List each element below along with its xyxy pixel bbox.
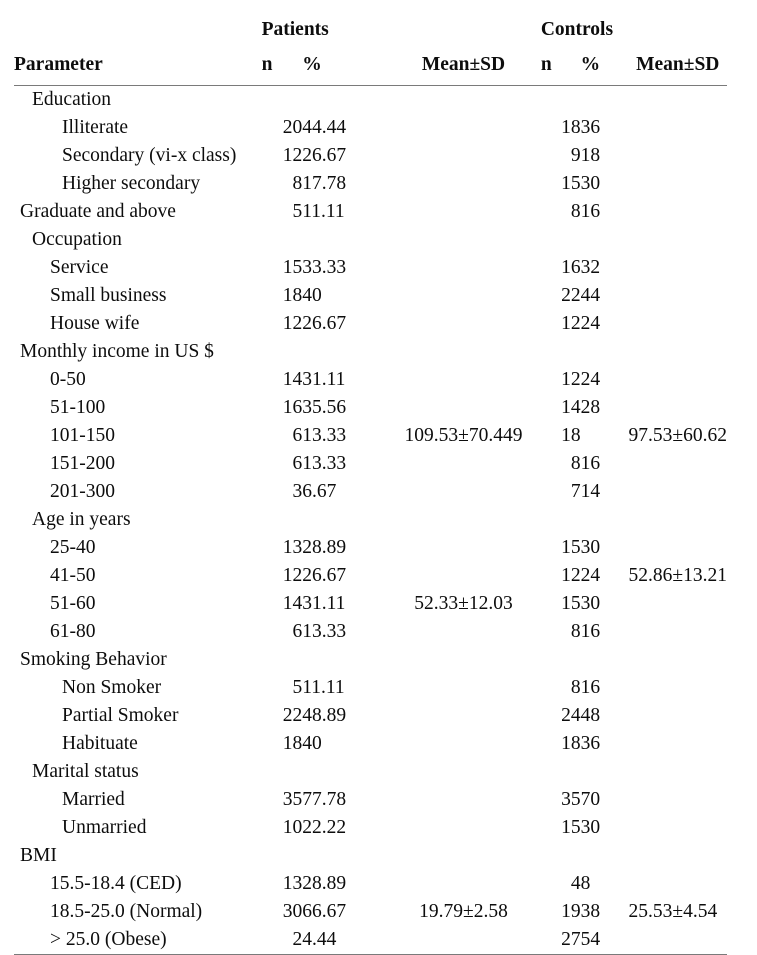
controls-pct-cell: 14 — [580, 481, 601, 503]
controls-n-cell: 15 — [561, 537, 581, 559]
patients-n-cell: 12 — [282, 565, 303, 587]
table-row — [14, 282, 727, 310]
patients-pct-cell: 26.67 — [302, 565, 347, 587]
row-label: Partial Smoker — [62, 705, 179, 727]
section-title-age-in-years: Age in years — [32, 509, 131, 531]
patients-n-cell: 6 — [292, 453, 303, 475]
patients-n-cell: 3 — [292, 481, 303, 503]
patients-n-cell: 13 — [282, 537, 303, 559]
patients-mean-cell — [386, 142, 541, 170]
patients-pct-cell: 31.11 — [302, 593, 346, 615]
controls-pct-cell: 32 — [580, 257, 601, 279]
section-title-occupation: Occupation — [32, 229, 122, 251]
patients-n-cell: 15 — [282, 257, 303, 279]
empty-cell — [629, 226, 728, 254]
empty-cell — [262, 86, 303, 115]
controls-pct-cell: 54 — [581, 926, 629, 955]
column-header-controls-n: n — [541, 48, 581, 86]
controls-pct-cell: 28 — [580, 397, 601, 419]
patients-mean-cell — [386, 198, 541, 226]
controls-pct-cell: 8 — [580, 873, 591, 895]
row-label: House wife — [50, 313, 140, 335]
controls-pct-cell: 48 — [580, 705, 601, 727]
empty-cell — [262, 506, 303, 534]
section-header-row — [14, 226, 727, 254]
row-label: 151-200 — [50, 453, 115, 475]
patients-pct-cell: 31.11 — [302, 369, 346, 391]
controls-n-cell: 18 — [561, 117, 581, 139]
controls-n-cell: 8 — [570, 621, 581, 643]
section-header-row — [14, 338, 727, 366]
empty-cell — [581, 646, 629, 674]
patients-group-header: Patients — [261, 19, 329, 41]
patients-mean-cell: 19.79±2.58 — [419, 901, 508, 923]
row-label: Habituate — [62, 733, 138, 755]
controls-pct-cell: 44 — [580, 285, 601, 307]
column-header-row — [14, 48, 727, 86]
table-row — [14, 618, 727, 646]
table-row — [14, 814, 727, 842]
empty-cell — [302, 86, 386, 115]
row-label: 15.5-18.4 (CED) — [50, 873, 182, 895]
row-label: Graduate and above — [20, 201, 176, 223]
table-row — [14, 702, 727, 730]
row-label: 201-300 — [50, 481, 115, 503]
patients-pct-cell: 4.44 — [302, 926, 386, 955]
empty-cell — [262, 842, 303, 870]
controls-mean-cell — [629, 730, 728, 758]
patients-n-cell: 14 — [282, 593, 303, 615]
patients-n-cell: 18 — [282, 285, 303, 307]
table-row — [14, 394, 727, 422]
controls-mean-cell — [629, 926, 728, 955]
controls-n-cell: 7 — [570, 481, 581, 503]
empty-cell — [386, 86, 541, 115]
patients-mean-cell — [386, 870, 541, 898]
patients-mean-cell — [386, 674, 541, 702]
empty-cell — [629, 86, 728, 115]
controls-mean-cell — [629, 702, 728, 730]
patients-mean-cell — [386, 450, 541, 478]
empty-cell — [581, 506, 629, 534]
controls-mean-cell — [629, 142, 728, 170]
controls-pct-cell: 24 — [580, 313, 601, 335]
patients-mean-cell — [386, 170, 541, 198]
controls-mean-cell — [629, 310, 728, 338]
table-row — [14, 170, 727, 198]
controls-mean-cell — [629, 534, 728, 562]
patients-mean-cell — [386, 786, 541, 814]
controls-pct-cell: 30 — [580, 817, 601, 839]
section-header-row — [14, 646, 727, 674]
controls-n-cell: 14 — [561, 397, 581, 419]
section-title-monthly-income: Monthly income in US $ — [20, 341, 214, 363]
column-header-patients-n: n — [262, 48, 303, 86]
controls-n-cell: 15 — [561, 593, 581, 615]
column-header-controls-pct: % — [581, 48, 629, 86]
patients-mean-cell — [386, 394, 541, 422]
patients-pct-cell: 26.67 — [302, 145, 347, 167]
empty-cell — [386, 842, 541, 870]
table-row — [14, 786, 727, 814]
empty-cell — [541, 506, 581, 534]
row-label: 41-50 — [50, 565, 96, 587]
controls-mean-cell — [629, 114, 728, 142]
table-header — [14, 14, 727, 86]
patients-n-cell: 12 — [282, 313, 303, 335]
empty-cell — [581, 338, 629, 366]
controls-n-cell: 35 — [561, 789, 581, 811]
section-header-row — [14, 758, 727, 786]
row-label: Unmarried — [62, 817, 147, 839]
controls-mean-cell — [629, 590, 728, 618]
controls-mean-cell — [629, 814, 728, 842]
controls-n-cell: 12 — [561, 565, 581, 587]
controls-n-cell: 22 — [561, 285, 581, 307]
section-header-row — [14, 86, 727, 115]
patients-n-cell: 14 — [282, 369, 303, 391]
table-row — [14, 730, 727, 758]
controls-pct-cell: 24 — [580, 369, 601, 391]
patients-pct-cell: 26.67 — [302, 313, 347, 335]
row-label: 51-60 — [50, 593, 96, 615]
controls-mean-cell: 97.53±60.62 — [628, 425, 727, 447]
column-header-parameter: Parameter — [14, 48, 262, 86]
column-header-patients-pct: % — [302, 48, 386, 86]
controls-mean-cell — [629, 478, 728, 506]
section-title-marital-status: Marital status — [32, 761, 139, 783]
section-header-row — [14, 842, 727, 870]
row-label: 25-40 — [50, 537, 96, 559]
empty-cell — [581, 842, 629, 870]
patients-n-cell: 6 — [292, 425, 303, 447]
empty-cell — [302, 646, 386, 674]
patients-pct-cell: 48.89 — [302, 705, 347, 727]
table-row — [14, 366, 727, 394]
table-row — [14, 310, 727, 338]
controls-pct-cell: 38 — [580, 901, 601, 923]
controls-n-cell: 8 — [570, 677, 581, 699]
controls-mean-cell — [629, 450, 728, 478]
empty-cell — [541, 758, 581, 786]
controls-n-cell: 15 — [561, 817, 581, 839]
controls-pct-cell: 70 — [580, 789, 601, 811]
table-row — [14, 898, 727, 926]
table-row — [14, 562, 727, 590]
empty-cell — [262, 646, 303, 674]
empty-cell — [541, 86, 581, 115]
patients-n-cell: 22 — [282, 705, 303, 727]
controls-pct-cell: 18 — [580, 145, 601, 167]
patients-pct-cell: 6.67 — [302, 481, 337, 503]
column-header-controls-mean: Mean±SD — [629, 48, 728, 86]
section-title-bmi: BMI — [20, 845, 57, 867]
controls-mean-cell — [629, 394, 728, 422]
controls-mean-cell — [629, 170, 728, 198]
controls-pct-cell: 30 — [580, 537, 601, 559]
patients-mean-cell — [386, 534, 541, 562]
patients-n-cell: 10 — [282, 817, 303, 839]
controls-n-cell: 12 — [561, 313, 581, 335]
empty-cell — [302, 338, 386, 366]
empty-cell — [541, 842, 581, 870]
table-row — [14, 478, 727, 506]
controls-n-cell: 12 — [561, 369, 581, 391]
patients-pct-cell: 11.11 — [302, 201, 345, 223]
patients-pct-cell: 35.56 — [302, 397, 347, 419]
table-row — [14, 674, 727, 702]
controls-n-cell: 19 — [561, 901, 581, 923]
empty-cell — [629, 646, 728, 674]
empty-cell — [541, 226, 581, 254]
empty-cell — [386, 506, 541, 534]
controls-n-cell: 18 — [561, 733, 581, 755]
controls-pct-cell: 16 — [580, 677, 601, 699]
controls-n-cell: 9 — [570, 145, 581, 167]
patients-pct-cell: 13.33 — [302, 621, 347, 643]
controls-n-cell: 24 — [561, 705, 581, 727]
patients-n-cell: 18 — [282, 733, 303, 755]
patients-mean-cell — [386, 814, 541, 842]
controls-mean-cell — [629, 366, 728, 394]
patients-pct-cell: 66.67 — [302, 901, 347, 923]
table-row — [14, 114, 727, 142]
controls-n-cell: 4 — [570, 873, 581, 895]
patients-mean-cell — [386, 702, 541, 730]
patients-mean-cell: 109.53±70.449 — [404, 425, 523, 447]
empty-cell — [302, 226, 386, 254]
row-label: Married — [62, 789, 125, 811]
controls-mean-cell: 25.53±4.54 — [628, 901, 718, 923]
controls-pct-cell: 16 — [580, 453, 601, 475]
patients-n-cell: 30 — [282, 901, 303, 923]
section-title-smoking-behavior: Smoking Behavior — [20, 649, 167, 671]
patients-pct-cell: 40 — [302, 285, 322, 307]
controls-n-cell: 8 — [570, 201, 581, 223]
column-header-patients-mean: Mean±SD — [386, 48, 541, 86]
controls-mean-cell — [629, 674, 728, 702]
row-label: Secondary (vi-x class) — [62, 145, 237, 167]
group-header-row — [14, 14, 727, 48]
table-row — [14, 870, 727, 898]
empty-cell — [581, 86, 629, 115]
controls-pct-cell: 30 — [580, 173, 601, 195]
controls-mean-cell: 52.86±13.21 — [628, 565, 727, 587]
row-label: 18.5-25.0 (Normal) — [50, 901, 203, 923]
patients-mean-cell — [386, 926, 541, 955]
controls-n-cell: 15 — [561, 173, 581, 195]
patients-pct-cell: 17.78 — [302, 173, 347, 195]
empty-cell — [262, 226, 303, 254]
patients-pct-cell: 13.33 — [302, 425, 347, 447]
empty-cell — [629, 506, 728, 534]
patients-pct-cell: 13.33 — [302, 453, 347, 475]
patients-n-cell: 6 — [292, 621, 303, 643]
empty-cell — [386, 338, 541, 366]
empty-cell — [581, 758, 629, 786]
patients-n-cell: 2 — [262, 926, 303, 955]
empty-cell — [629, 758, 728, 786]
controls-pct-cell: 16 — [580, 621, 601, 643]
row-label: Higher secondary — [62, 173, 201, 195]
row-label: 61-80 — [50, 621, 96, 643]
table-row — [14, 450, 727, 478]
table-body — [14, 86, 727, 955]
patients-mean-cell — [386, 478, 541, 506]
empty-cell — [302, 758, 386, 786]
empty-cell — [629, 338, 728, 366]
controls-group-header: Controls — [540, 19, 614, 41]
patients-pct-cell: 28.89 — [302, 537, 347, 559]
empty-cell — [262, 338, 303, 366]
patients-n-cell: 35 — [282, 789, 303, 811]
empty-cell — [302, 842, 386, 870]
table-row — [14, 142, 727, 170]
group-header-spacer — [14, 14, 262, 48]
patients-n-cell: 12 — [282, 145, 303, 167]
patients-n-cell: 5 — [292, 677, 303, 699]
controls-mean-cell — [629, 198, 728, 226]
patients-pct-cell: 77.78 — [302, 789, 347, 811]
table-row — [14, 926, 727, 955]
patients-pct-cell: 22.22 — [302, 817, 347, 839]
empty-cell — [262, 758, 303, 786]
table-row — [14, 590, 727, 618]
empty-cell — [386, 226, 541, 254]
controls-n-cell: 27 — [541, 926, 581, 955]
controls-n-cell: 8 — [570, 453, 581, 475]
patients-pct-cell: 40 — [302, 733, 322, 755]
table-row — [14, 254, 727, 282]
empty-cell — [629, 842, 728, 870]
patients-n-cell: 13 — [282, 873, 303, 895]
patients-mean-cell: 52.33±12.03 — [414, 593, 513, 615]
patients-mean-cell — [386, 562, 541, 590]
patients-mean-cell — [386, 282, 541, 310]
patients-n-cell: 20 — [282, 117, 303, 139]
controls-pct-cell: 24 — [580, 565, 601, 587]
controls-pct-cell: 36 — [580, 733, 601, 755]
controls-pct-cell: 30 — [580, 593, 601, 615]
table-row — [14, 534, 727, 562]
row-label: Small business — [50, 285, 167, 307]
row-label: Non Smoker — [62, 677, 162, 699]
table-row — [14, 422, 727, 450]
patients-n-cell: 16 — [282, 397, 303, 419]
patients-mean-cell — [386, 618, 541, 646]
row-label: 101-150 — [50, 425, 115, 447]
empty-cell — [302, 506, 386, 534]
patients-mean-cell — [386, 310, 541, 338]
patients-mean-cell — [386, 254, 541, 282]
controls-mean-cell — [629, 870, 728, 898]
empty-cell — [386, 758, 541, 786]
controls-pct-cell: 36 — [580, 117, 601, 139]
empty-cell — [541, 646, 581, 674]
controls-mean-cell — [629, 282, 728, 310]
section-title-education: Education — [32, 89, 112, 111]
empty-cell — [541, 338, 581, 366]
patients-mean-cell — [386, 730, 541, 758]
controls-pct-cell — [581, 422, 629, 450]
patients-n-cell: 8 — [292, 173, 303, 195]
empty-cell — [386, 646, 541, 674]
row-label: Illiterate — [62, 117, 129, 139]
controls-mean-cell — [629, 254, 728, 282]
patients-pct-cell: 44.44 — [302, 117, 347, 139]
controls-n-cell: 18 — [561, 425, 581, 447]
section-header-row — [14, 506, 727, 534]
table-row — [14, 198, 727, 226]
patients-pct-cell: 11.11 — [302, 677, 345, 699]
row-label: Service — [50, 257, 109, 279]
patients-pct-cell: 28.89 — [302, 873, 347, 895]
empty-cell — [581, 226, 629, 254]
row-label: > 25.0 (Obese) — [14, 926, 262, 955]
patients-mean-cell — [386, 114, 541, 142]
controls-n-cell: 16 — [561, 257, 581, 279]
row-label: 0-50 — [50, 369, 86, 391]
controls-mean-cell — [629, 618, 728, 646]
controls-pct-cell: 16 — [580, 201, 601, 223]
patients-n-cell: 5 — [292, 201, 303, 223]
row-label: 51-100 — [50, 397, 106, 419]
demographics-table — [14, 14, 727, 955]
controls-mean-cell — [629, 786, 728, 814]
patients-pct-cell: 33.33 — [302, 257, 347, 279]
patients-mean-cell — [386, 366, 541, 394]
